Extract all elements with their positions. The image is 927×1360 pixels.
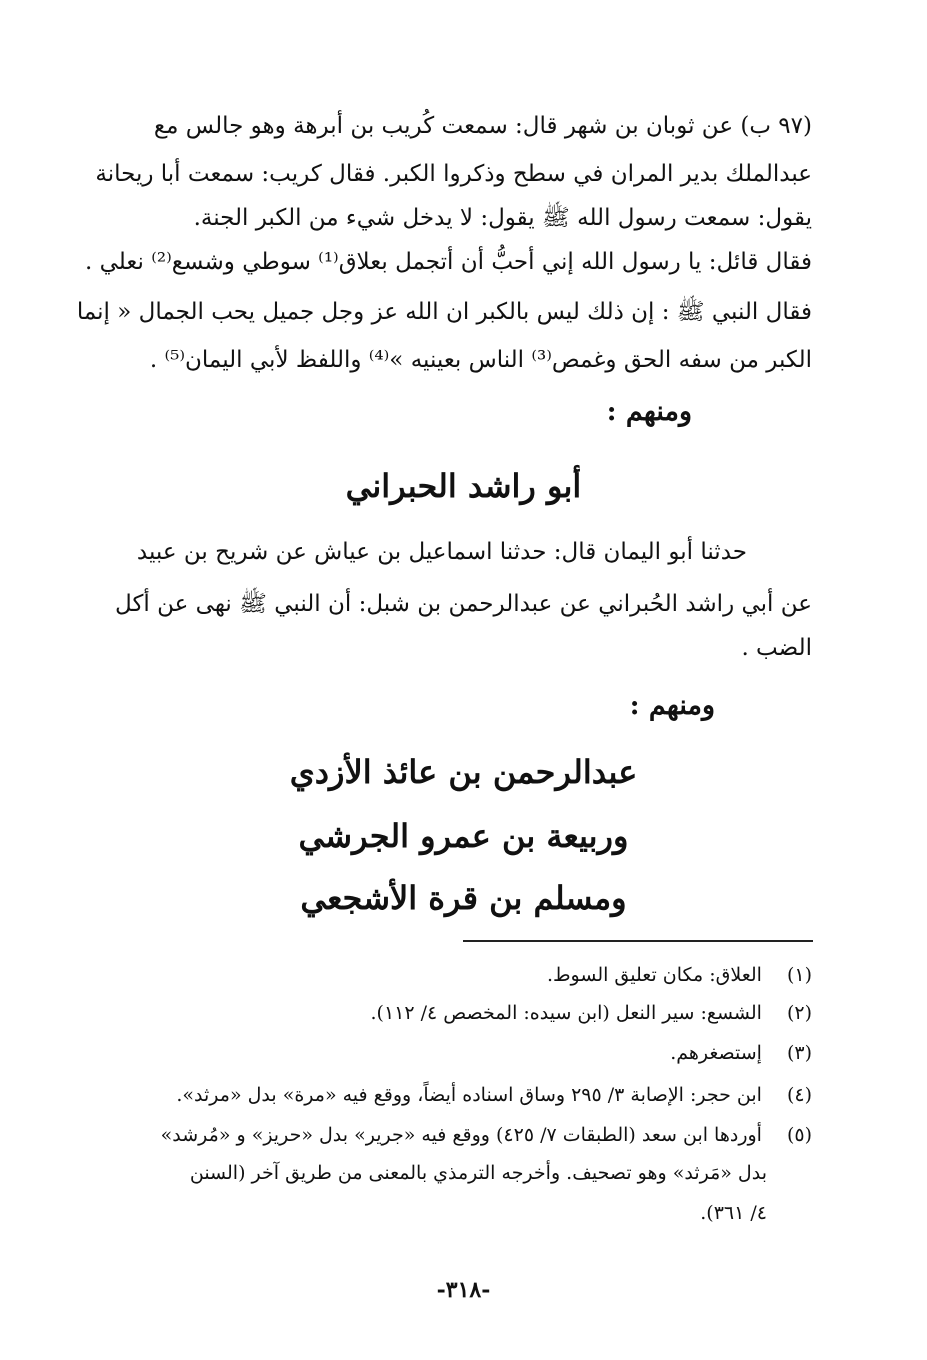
narration-line: عن أبي راشد الحُبراني عن عبدالرحمن بن شبل: أن النبي ﷺ نهى عن أكل: [115, 591, 812, 617]
footnote-number: (٥): [786, 1124, 812, 1146]
footnote: [112, 996, 812, 1030]
hadith-line: عبدالملك بدير المران في سطح وذكروا الكبر. فقال كريب: سمعت أبا ريحانة: [95, 161, 812, 187]
narration-line: الضب .: [741, 635, 812, 661]
section-title: ومسلم بن قرة الأشجعي: [300, 879, 627, 917]
footnote-text: الشسع: سير النعل (ابن سيده: المخصص ٤/ ١١٢).: [370, 1002, 762, 1024]
footnote-number: (٢): [786, 1002, 812, 1024]
footnote: [112, 1036, 812, 1070]
section-title: وربيعة بن عمرو الجرشي: [298, 817, 629, 855]
footnote-text: أوردها ابن سعد (الطبقات ٧/ ٤٢٥) ووقع فيه «جرير» بدل «حريز» و «مُرشد»: [160, 1124, 762, 1146]
footnote-text: ابن حجر: الإصابة ٣/ ٢٩٥ وساق اسناده أيضاً، ووقع فيه «مرة» بدل «مرثد».: [176, 1084, 762, 1106]
footnote-number: (٤): [786, 1084, 812, 1106]
narration-line: حدثنا أبو اليمان قال: حدثنا اسماعيل بن عياش عن شريح بن عبيد: [136, 539, 747, 565]
hadith-line: يقول: سمعت رسول الله ﷺ يقول: لا يدخل شيء من الكبر الجنة.: [193, 205, 812, 231]
footnote: [112, 1078, 812, 1112]
section-title: عبدالرحمن بن عائذ الأزدي: [289, 753, 638, 791]
footnote-continuation: بدل «مَرثد» وهو تصحيف. وأخرجه الترمذي بالمعنى من طريق آخر (السنن: [189, 1162, 767, 1184]
section-label: ومنهم :: [629, 690, 715, 721]
hadith-line: فقال قائل: يا رسول الله إني أحبُّ أن أتجمل بعلاق⁽¹⁾ سوطي وشسع⁽²⁾ نعلي .: [85, 249, 812, 275]
page-number: -٣١٨-: [436, 1277, 491, 1303]
footnote-continuation: ٤/ ٣٦١).: [700, 1202, 767, 1224]
section-title: أبو راشد الحبراني: [345, 467, 582, 505]
footnote-number: (١): [786, 964, 812, 986]
footnote-divider: [463, 940, 813, 942]
section-label: ومنهم :: [606, 396, 692, 427]
hadith-line: الكبر من سفه الحق وغمص⁽³⁾ الناس بعينيه »⁽⁴⁾ واللفظ لأبي اليمان⁽⁵⁾ .: [149, 347, 812, 373]
footnote: [112, 958, 812, 992]
footnote-number: (٣): [786, 1042, 812, 1064]
footnote: [112, 1118, 812, 1152]
footnote-text: العلاق: مكان تعليق السوط.: [546, 964, 762, 986]
hadith-line: فقال النبي ﷺ : إن ذلك ليس بالكبر ان الله عز وجل جميل يحب الجمال « إنما: [76, 299, 812, 325]
footnote-text: إستصغرهم.: [670, 1042, 762, 1064]
hadith-line: (٩٧ ب) عن ثوبان بن شهر قال: سمعت كُريب بن أبرهة وهو جالس مع: [153, 113, 812, 139]
